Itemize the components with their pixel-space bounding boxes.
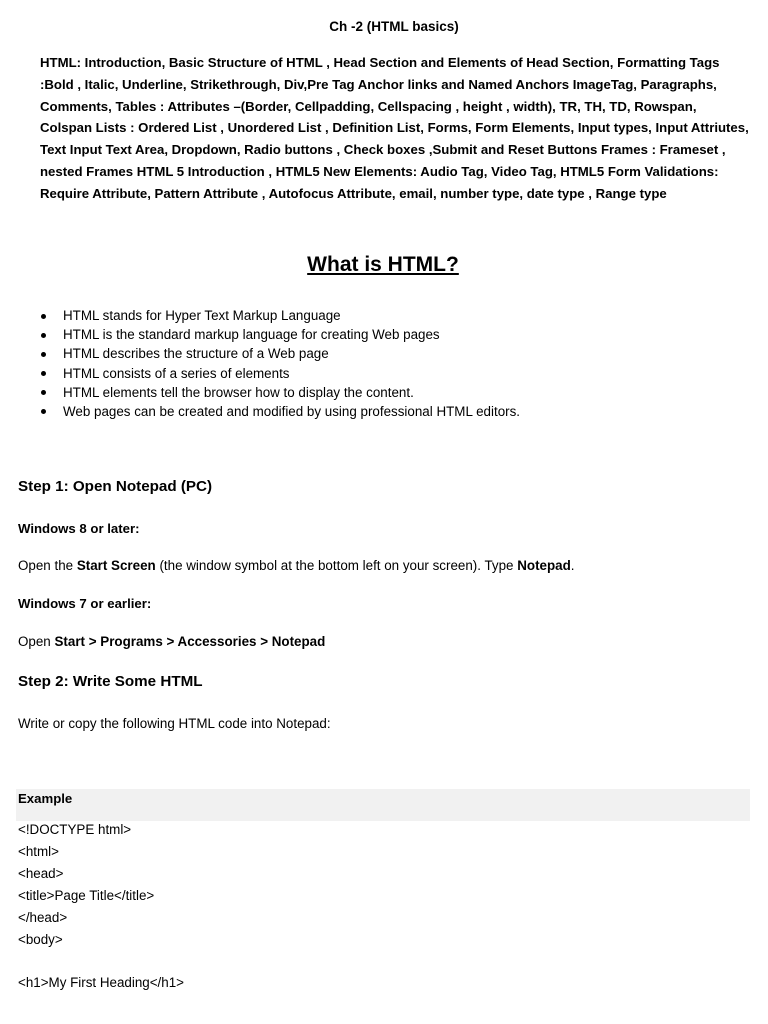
code-line: <body> xyxy=(18,932,63,947)
windows7-instructions xyxy=(18,634,325,649)
step2-instructions: Write or copy the following HTML code into Notepad: xyxy=(18,716,331,731)
syllabus-paragraph: HTML: Introduction, Basic Structure of HTML , Head Section and Elements of Head Section, Formatting Tags :Bold , Italic, Underline, Strikethrough, Div,Pre Tag Anchor links and Named Anchors ImageTag, Paragraphs, Comments, Tables : Attributes –(Border, Cellpadding, Cellspacing , height , width), TR, TH, TD, Rowspan, Colspan Lists : Ordered List , Unordered List , Definition List, Forms, Form Elements, Input types, Input Attriutes, Text Input Text Area, Dropdown, Radio buttons , Check boxes ,Submit and Reset Buttons Frames : Frameset , nested Frames HTML 5 Introduction , HTML5 New Elements: Audio Tag, Video Tag, HTML5 Form Validations: Require Attribute, Pattern Attribute , Autofocus Attribute, email, number type, date type , Range type xyxy=(40,55,749,201)
code-line: <title>Page Title</title> xyxy=(18,888,155,903)
notepad-term: Notepad xyxy=(271,634,326,649)
example-label: Example xyxy=(18,791,73,806)
accessories-term: Accessories xyxy=(177,634,257,649)
windows8-text-middle: (the window symbol at the bottom left on your screen). Type xyxy=(155,558,518,573)
list-item: HTML stands for Hyper Text Markup Language xyxy=(40,306,520,325)
list-item: Web pages can be created and modified by using professional HTML editors. xyxy=(40,402,520,421)
step2-heading: Step 2: Write Some HTML xyxy=(18,673,203,690)
windows8-instructions xyxy=(18,558,575,573)
path-separator: > xyxy=(85,634,101,649)
notepad-term: Notepad xyxy=(517,558,571,573)
windows7-heading: Windows 7 or earlier: xyxy=(18,596,152,611)
list-item: HTML is the standard markup language for creating Web pages xyxy=(40,325,520,344)
start-screen-term: Start Screen xyxy=(76,558,156,573)
windows7-text-prefix: Open xyxy=(18,634,55,649)
page-title: What is HTML? xyxy=(307,253,459,276)
windows8-text-suffix: . xyxy=(570,558,575,573)
windows8-text-prefix: Open the xyxy=(18,558,77,573)
windows8-heading: Windows 8 or later: xyxy=(18,521,140,536)
code-line: </head> xyxy=(18,910,68,925)
list-item: HTML elements tell the browser how to display the content. xyxy=(40,383,520,402)
code-line: <head> xyxy=(18,866,64,881)
html-definition-list xyxy=(40,306,520,421)
chapter-title: Ch -2 (HTML basics) xyxy=(329,19,459,34)
code-line: <h1>My First Heading</h1> xyxy=(18,975,184,990)
example-header-bar xyxy=(16,789,750,821)
code-line: <html> xyxy=(18,844,59,859)
programs-term: Programs xyxy=(100,634,163,649)
step1-heading: Step 1: Open Notepad (PC) xyxy=(18,478,213,495)
list-item: HTML describes the structure of a Web page xyxy=(40,344,520,363)
start-term: Start xyxy=(54,634,85,649)
list-item: HTML consists of a series of elements xyxy=(40,364,520,383)
code-line: <!DOCTYPE html> xyxy=(18,822,132,837)
path-separator: > xyxy=(162,634,178,649)
path-separator: > xyxy=(256,634,272,649)
